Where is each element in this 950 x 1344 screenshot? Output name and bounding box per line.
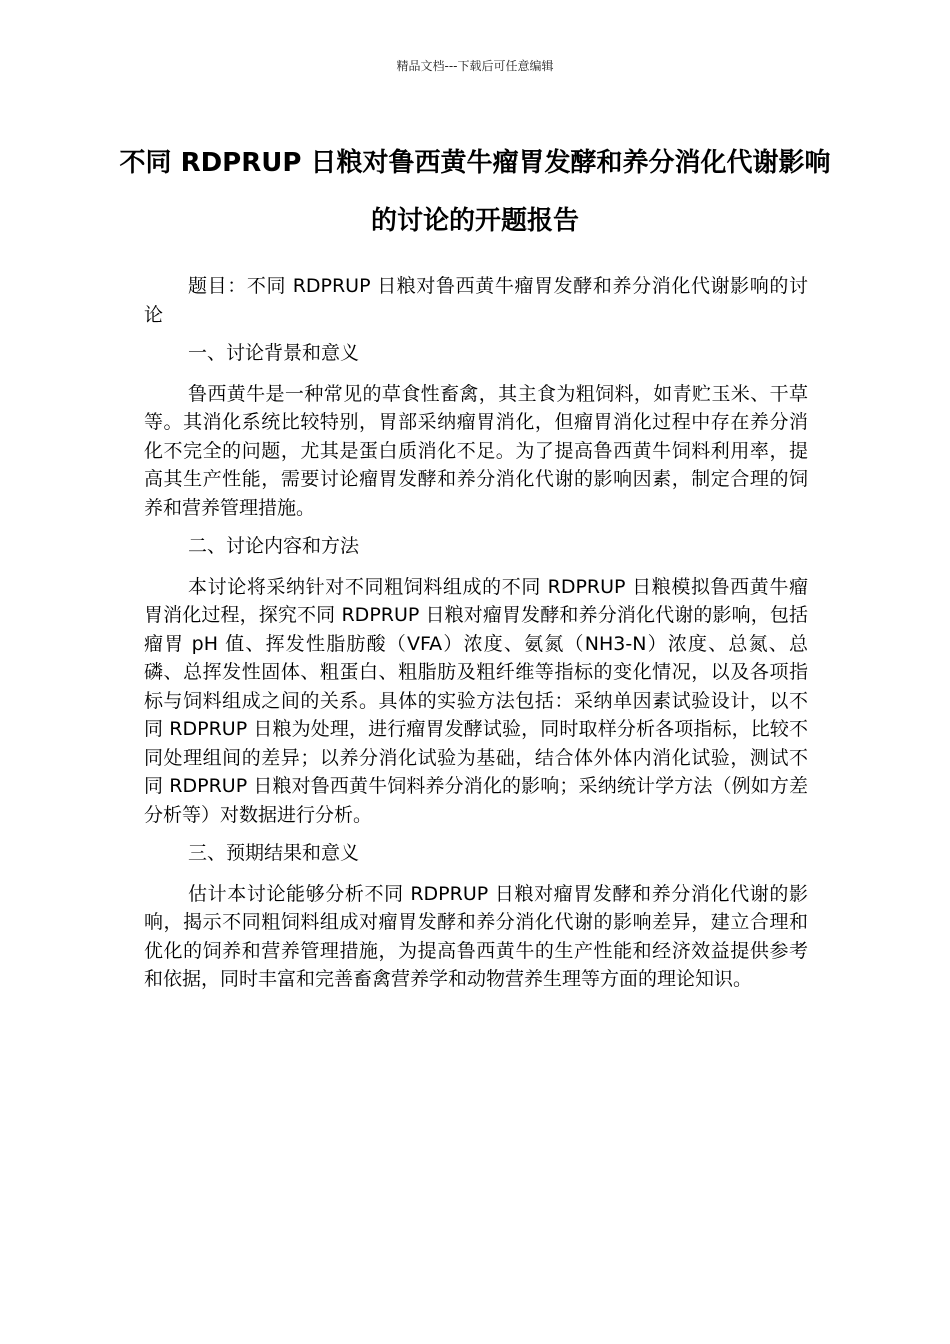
section-body-content-methods: 本讨论将采纳针对不同粗饲料组成的不同 RDPRUP 日粮模拟鲁西黄牛瘤胃消化过程，探究不同 RDPRUP 日粮对瘤胃发酵和养分消化代谢的影响，包括瘤胃 pH 值、挥发性脂肪酸（VFA）浓度、氨氮（NH3-N）浓度、总氮、总磷、总挥发性固体、粗蛋白、粗脂肪及粗纤维等指标的变化情况，以及各项指标与饲料组成之间的关系。具体的实验方法包括：采纳单因素试验设计，以不同 RDPRUP 日粮为处理，进行瘤胃发酵试验，同时取样分析各项指标，比较不同处理组间的差异；以养分消化试验为基础，结合体外体内消化试验，测试不同 RDPRUP 日粮对鲁西黄牛饲料养分消化的影响；采纳统计学方法（例如方差分析等）对数据进行分析。 xyxy=(144,575,808,826)
section-heading-background: 一、讨论背景和意义 xyxy=(188,342,360,364)
document-title: 不同 RDPRUP 日粮对鲁西黄牛瘤胃发酵和养分消化代谢影响的讨论的开题报告 xyxy=(119,148,831,236)
document-body xyxy=(144,272,808,1004)
section-body-expected-results: 估计本讨论能够分析不同 RDPRUP 日粮对瘤胃发酵和养分消化代谢的影响，揭示不同粗饲料组成对瘤胃发酵和养分消化代谢的影响差异，建立合理和优化的饲养和营养管理措施，为提高鲁西黄牛的生产性能和经济效益提供参考和依据，同时丰富和完善畜禽营养学和动物营养生理等方面的理论知识。 xyxy=(144,882,808,990)
page-header-note: 精品文档---下载后可任意编辑 xyxy=(396,59,554,73)
section-heading-expected-results: 三、预期结果和意义 xyxy=(188,842,360,864)
section-heading-content-methods: 二、讨论内容和方法 xyxy=(188,535,360,557)
topic-paragraph: 题目：不同 RDPRUP 日粮对鲁西黄牛瘤胃发酵和养分消化代谢影响的讨论 xyxy=(144,275,808,326)
section-body-background: 鲁西黄牛是一种常见的草食性畜禽，其主食为粗饲料，如青贮玉米、干草等。其消化系统比较特别，胃部采纳瘤胃消化，但瘤胃消化过程中存在养分消化不完全的问题，尤其是蛋白质消化不足。为了提高鲁西黄牛饲料利用率，提高其生产性能，需要讨论瘤胃发酵和养分消化代谢的影响因素，制定合理的饲养和营养管理措施。 xyxy=(144,382,808,519)
